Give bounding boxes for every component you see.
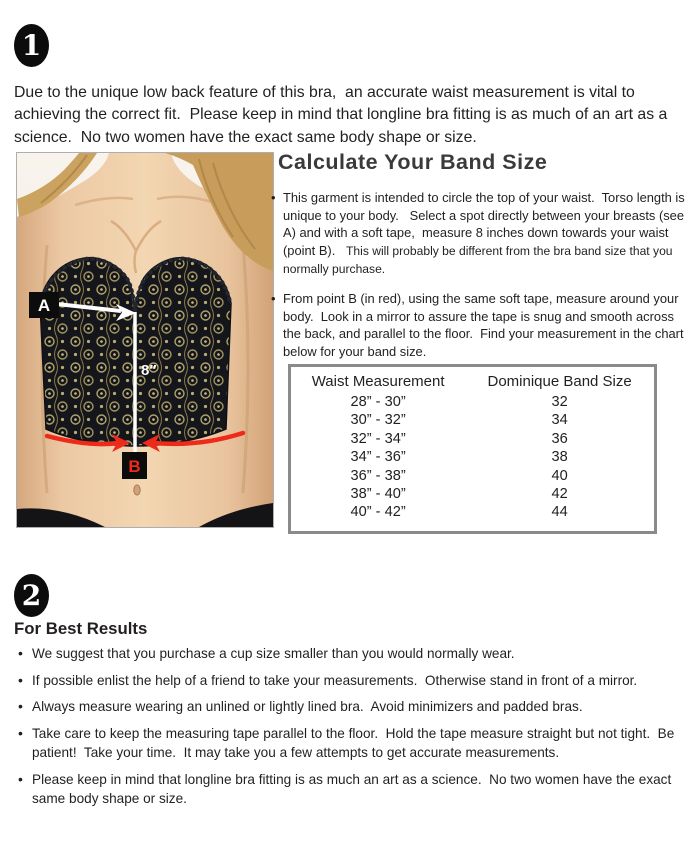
chart-waist-value: 28” - 30” — [350, 394, 406, 410]
chart-waist-value: 40” - 42” — [350, 504, 406, 521]
chart-header-waist: Waist Measurement — [311, 373, 445, 390]
chart-waist-value: 36” - 38” — [350, 467, 406, 484]
chart-waist-value: 32” - 34” — [350, 430, 406, 447]
chart-header-row — [291, 373, 654, 390]
calculate-heading: Calculate Your Band Size — [278, 150, 548, 174]
chart-waist-value: 38” - 40” — [350, 486, 406, 503]
calculate-bullet-1-note: This will probably be different from the bra band size that you normally purchase. — [283, 243, 676, 277]
band-size-chart — [288, 364, 657, 534]
measurement-photo — [16, 152, 274, 528]
best-results-bullet: • We suggest that you purchase a cup size smaller than you would normally wear. — [16, 644, 690, 664]
step-1-badge: 1 — [14, 24, 49, 67]
best-results-bullet: • Please keep in mind that longline bra fitting is as much an art as a science. No two women have the exact same body shape or size. — [16, 770, 690, 809]
best-results-bullet: • Always measure wearing an unlined or lightly lined bra. Avoid minimizers and padded bras. — [16, 697, 690, 717]
intro-paragraph: Due to the unique low back feature of this bra, an accurate waist measurement is vital to achieving the correct fit. Please keep in mind that longline bra fitting is as much of an art as a science. No two women have the exact same body shape or size. — [14, 83, 672, 146]
chart-row — [291, 393, 654, 411]
best-results-list — [16, 644, 690, 816]
calculate-bullet-1-text: This garment is intended to circle the top of your waist. Torso length is unique to your body. Select a spot directly between your breasts (see A) and with a soft tape, measure 8 inches down towards your waist (point B). — [283, 190, 689, 258]
best-results-bullet: • Take care to keep the measuring tape parallel to the floor. Hold the tape measure straight but not tight. Be patient! Take your time. It may take you a few attempts to get accurate measurements. — [16, 724, 690, 763]
chart-band-value: 40 — [551, 467, 568, 484]
measurement-illustration — [17, 153, 273, 527]
calculate-band-size-section — [271, 150, 695, 371]
chart-band-value: 36 — [551, 430, 568, 447]
chart-row — [291, 430, 654, 448]
chart-header-band: Dominique Band Size — [487, 373, 632, 390]
chart-row — [291, 411, 654, 429]
chart-band-value: 42 — [551, 486, 568, 503]
chart-row — [291, 485, 654, 503]
chart-row — [291, 503, 654, 521]
chart-band-value: 32 — [551, 394, 568, 410]
label-a-text: A — [37, 296, 51, 315]
chart-row — [291, 467, 654, 485]
chart-row — [291, 448, 654, 466]
calculate-bullet-1 — [271, 189, 695, 279]
best-results-bullet: • If possible enlist the help of a friend to take your measurements. Otherwise stand in front of a mirror. — [16, 671, 690, 691]
best-results-heading: For Best Results — [14, 619, 148, 638]
calculate-bullet-2: • From point B (in red), using the same soft tape, measure around your body. Look in a mirror to assure the tape is snug and smooth across the back, and parallel to the floor. Find your measurement in the chart below for your band size. — [271, 290, 695, 360]
chart-band-value: 34 — [551, 412, 568, 429]
measurement-8in-label: 8″ — [141, 362, 157, 379]
chart-band-value: 38 — [551, 449, 568, 466]
step-2-badge: 2 — [14, 574, 49, 617]
chart-waist-value: 34” - 36” — [350, 449, 406, 466]
label-b-text: B — [128, 457, 141, 476]
chart-band-value: 44 — [551, 504, 568, 521]
chart-waist-value: 30” - 32” — [350, 412, 406, 429]
navel — [134, 485, 140, 495]
